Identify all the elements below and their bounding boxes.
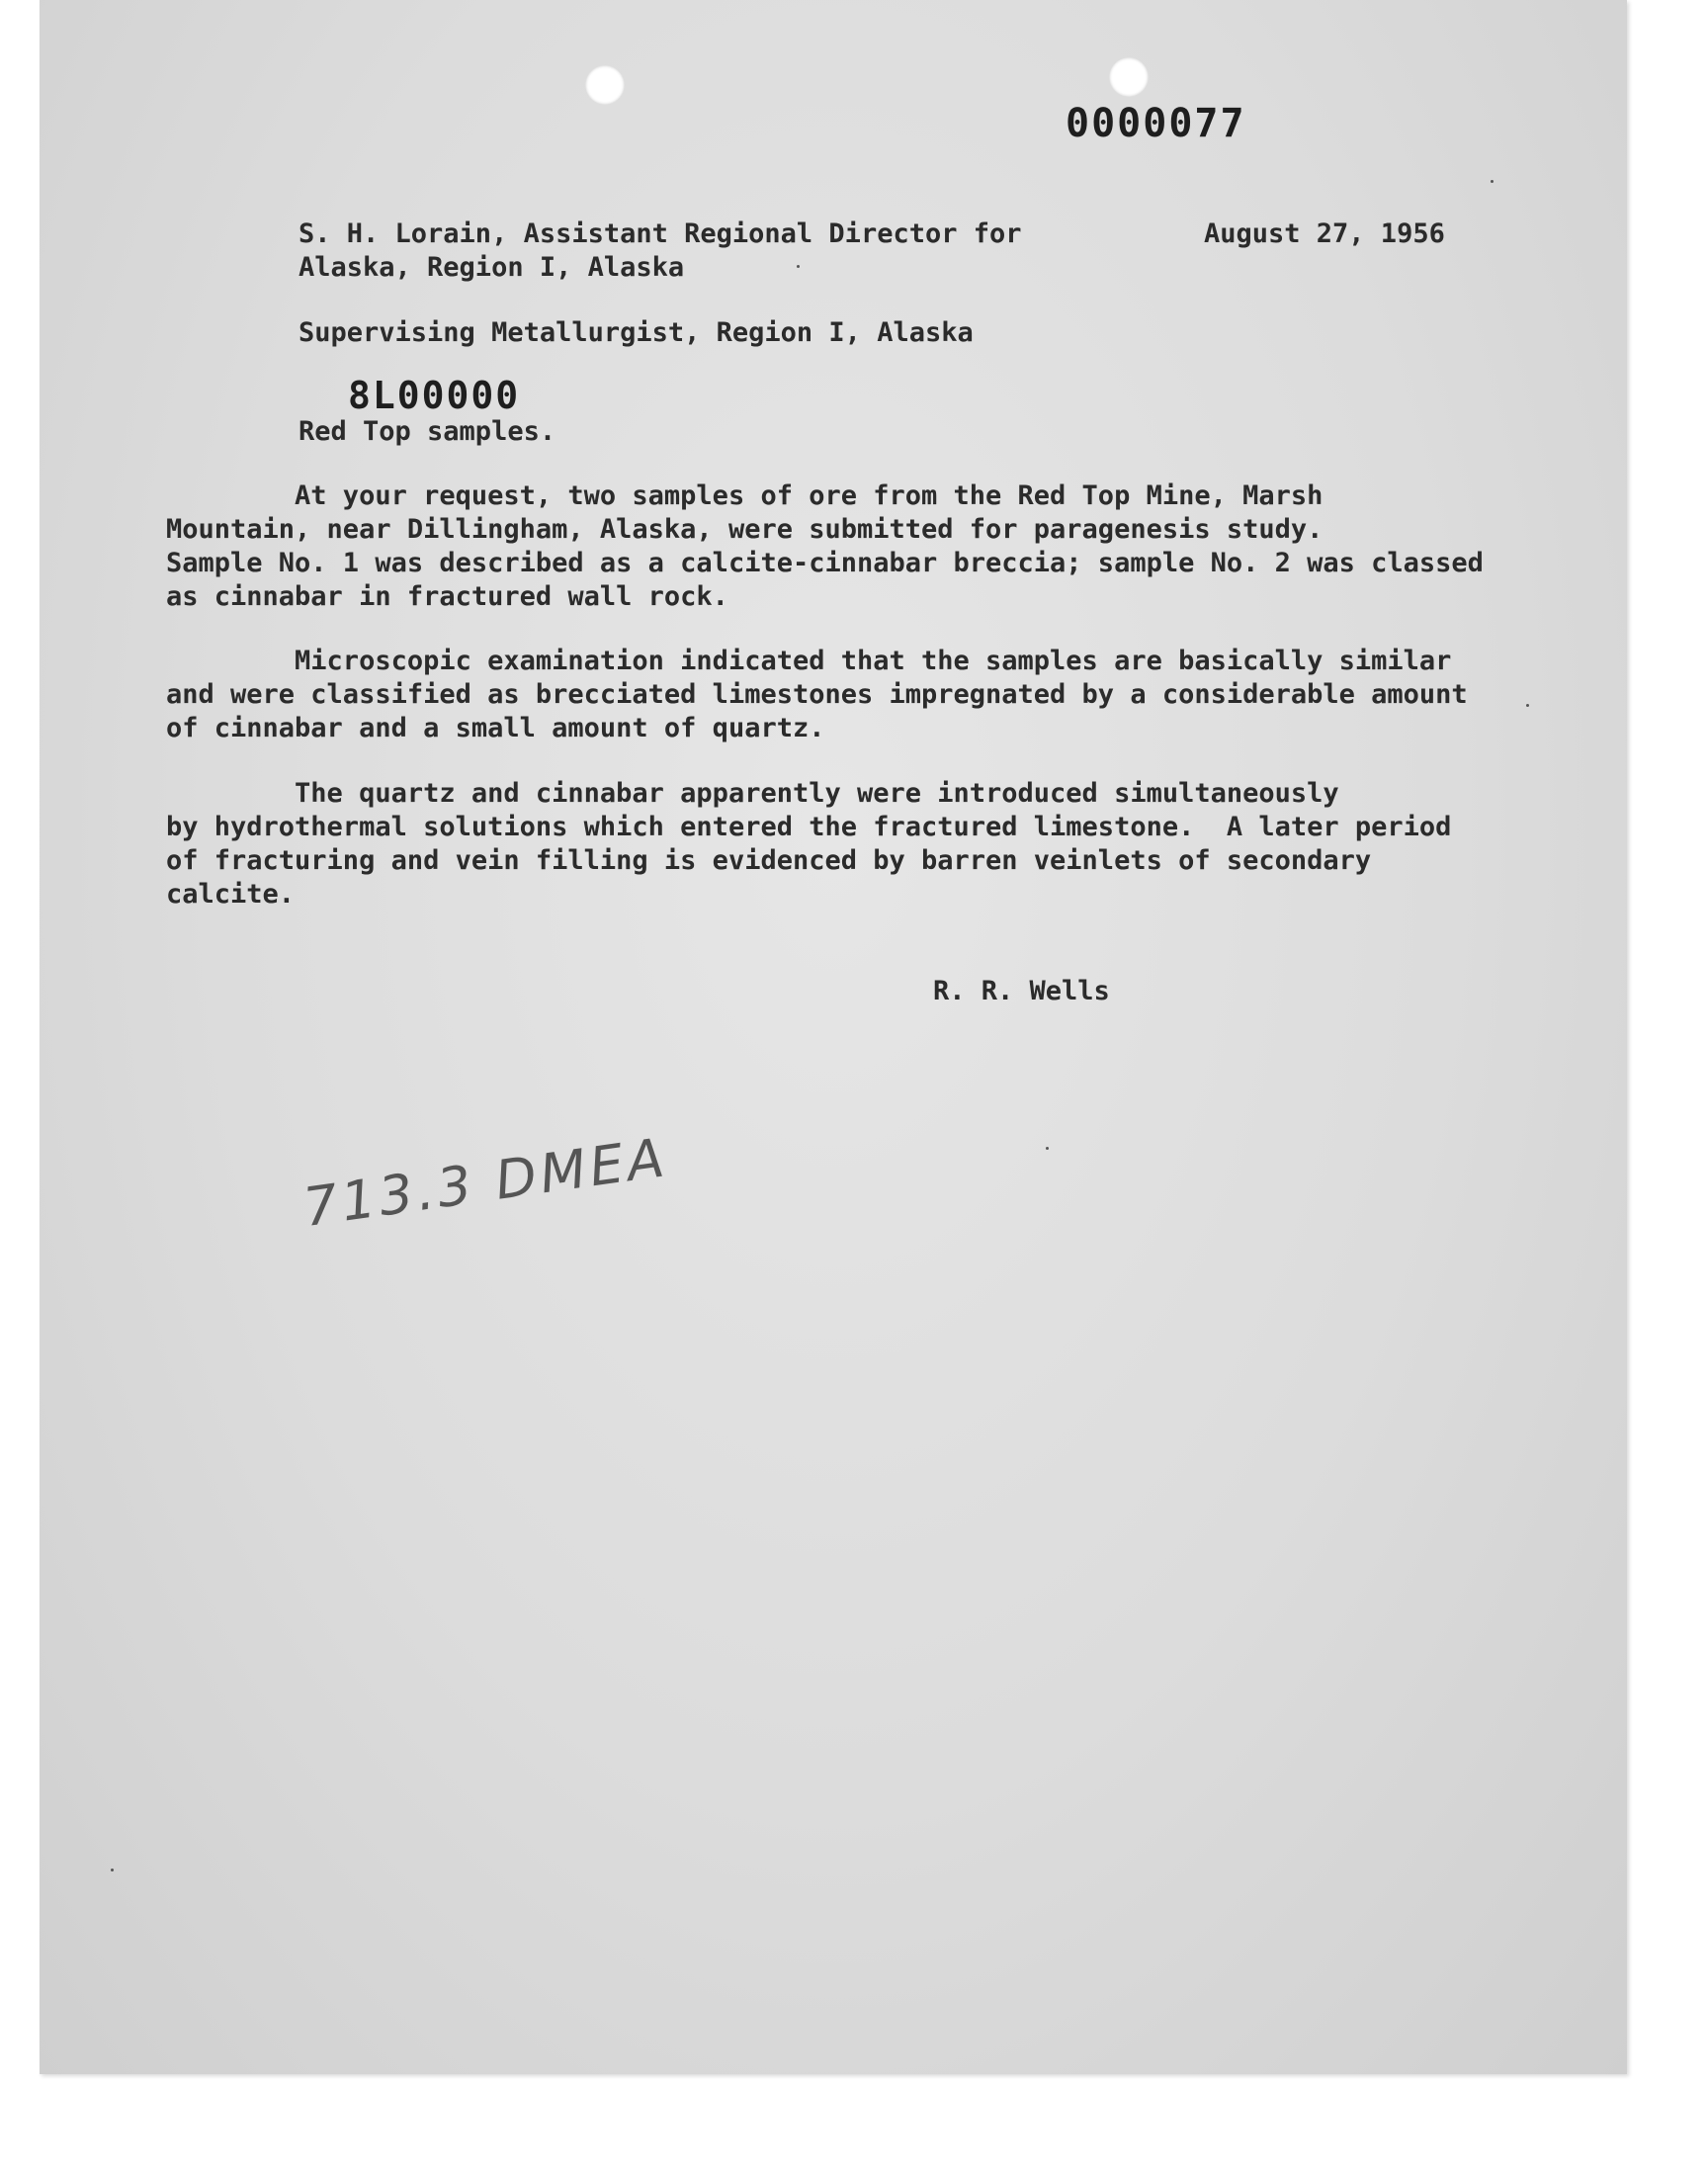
paragraph-line: Sample No. 1 was described as a calcite-cinnabar breccia; sample No. 2 was classed — [166, 548, 1484, 578]
paragraph-line: At your request, two samples of ore from the Red Top Mine, Marsh — [166, 480, 1324, 511]
paragraph-line: as cinnabar in fractured wall rock. — [166, 581, 728, 612]
from-line-1: S. H. Lorain, Assistant Regional Director for — [299, 218, 1022, 249]
subject-line: Red Top samples. — [299, 416, 556, 447]
from-line-2: Alaska, Region I, Alaska — [299, 252, 685, 283]
paragraph-line: Microscopic examination indicated that the samples are basically similar — [166, 646, 1452, 676]
paragraph-line: and were classified as brecciated limestones impregnated by a considerable amount — [166, 679, 1468, 710]
paper-speck — [1046, 1147, 1049, 1150]
to-line: Supervising Metallurgist, Region I, Alaska — [299, 317, 974, 348]
paper-speck — [1526, 704, 1529, 707]
paragraph-line: of fracturing and vein filling is evidenced by barren veinlets of secondary — [166, 845, 1372, 876]
paragraph-line: of cinnabar and a small amount of quartz. — [166, 713, 825, 743]
punch-hole-right — [1109, 57, 1149, 97]
punch-hole-left — [585, 65, 625, 105]
paper-speck — [111, 1869, 114, 1871]
paragraph-line: by hydrothermal solutions which entered the fractured limestone. A later period — [166, 812, 1452, 842]
paper-speck — [1491, 180, 1494, 183]
paragraph-line: Mountain, near Dillingham, Alaska, were submitted for paragenesis study. — [166, 514, 1324, 545]
document-page — [40, 0, 1627, 2074]
signature-block: R. R. Wells — [933, 976, 1110, 1006]
paper-speck — [797, 265, 800, 268]
handwritten-note: 713.3 DMEA — [299, 1125, 672, 1239]
document-number-stamp: 0000077 — [1066, 101, 1246, 146]
date: August 27, 1956 — [1204, 218, 1445, 249]
paragraph-line: The quartz and cinnabar apparently were introduced simultaneously — [166, 778, 1339, 809]
page-number-stamp: 8L00000 — [348, 374, 521, 417]
paragraph-line: calcite. — [166, 879, 296, 910]
